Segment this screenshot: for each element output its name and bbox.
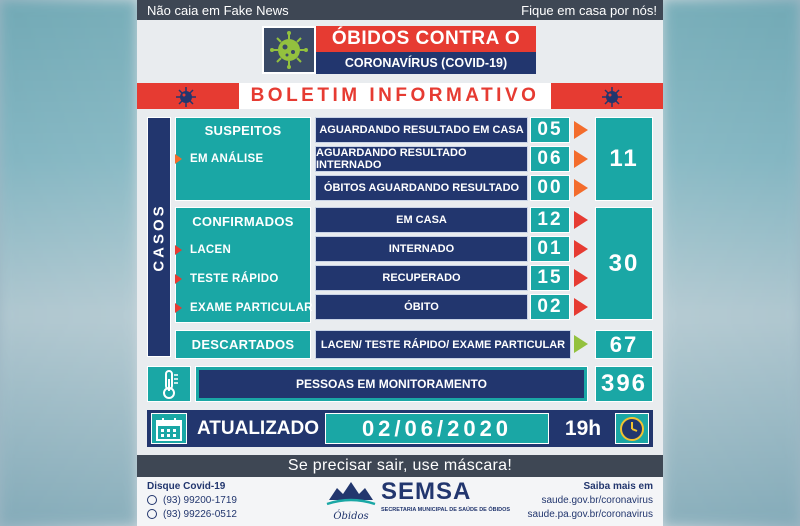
confirmados-row-4: ÓBITO xyxy=(315,294,528,320)
confirmados-value-2: 01 xyxy=(530,236,570,262)
orange-arrow-icon xyxy=(175,154,182,164)
descartados-header: DESCARTADOS xyxy=(175,330,311,359)
banner-title: BOLETIM INFORMATIVO xyxy=(239,83,551,109)
more-info-url-1[interactable]: saude.gov.br/coronavirus xyxy=(541,495,653,506)
more-info-title: Saiba mais em xyxy=(583,481,653,492)
confirmados-total: 30 xyxy=(595,207,653,320)
confirmados-header: CONFIRMADOS xyxy=(192,214,294,229)
update-date: 02/06/2020 xyxy=(325,413,549,444)
suspeitos-total: 11 xyxy=(595,117,653,201)
confirmados-row-3: RECUPERADO xyxy=(315,265,528,291)
orange-arrow-icon xyxy=(574,150,588,168)
top-bar xyxy=(137,0,663,20)
title-line2: CORONAVÍRUS (COVID-19) xyxy=(316,52,536,74)
calendar-icon xyxy=(151,413,187,444)
coronavirus-icon xyxy=(262,26,316,74)
background-blur-right xyxy=(663,0,800,526)
red-arrow-icon xyxy=(574,298,588,316)
red-arrow-icon xyxy=(175,303,182,313)
green-arrow-icon xyxy=(574,335,588,353)
virus-icon-left xyxy=(175,86,197,108)
confirmados-value-1: 12 xyxy=(530,207,570,233)
casos-side-label: CASOS xyxy=(147,117,171,357)
red-arrow-icon xyxy=(574,240,588,258)
confirmados-sub-lacen: LACEN xyxy=(175,244,231,256)
suspeitos-value-2: 06 xyxy=(530,146,570,172)
whatsapp-icon xyxy=(147,509,157,519)
background-blur-left xyxy=(0,0,137,526)
red-arrow-icon xyxy=(574,211,588,229)
mask-slogan: Se precisar sair, use máscara! xyxy=(137,455,663,477)
descartados-label: LACEN/ TESTE RÁPIDO/ EXAME PARTICULAR xyxy=(315,330,571,359)
stay-home-notice: Fique em casa por nós! xyxy=(521,2,657,18)
confirmados-value-4: 02 xyxy=(530,294,570,320)
fake-news-notice: Não caia em Fake News xyxy=(147,2,289,18)
title-line1: ÓBIDOS CONTRA O xyxy=(316,26,536,52)
bulletin-poster xyxy=(137,0,663,526)
more-info-url-2[interactable]: saude.pa.gov.br/coronavirus xyxy=(527,509,653,520)
clock-icon xyxy=(615,413,649,444)
obidos-logo-text: Óbidos xyxy=(333,511,369,522)
semsa-subtitle: SECRETARIA MUNICIPAL DE SAÚDE DE ÓBIDOS xyxy=(381,507,511,513)
suspeitos-header: SUSPEITOS xyxy=(204,123,282,138)
orange-arrow-icon xyxy=(574,121,588,139)
confirmados-value-3: 15 xyxy=(530,265,570,291)
red-arrow-icon xyxy=(175,245,182,255)
contact-phone-1: (93) 99200-1719 xyxy=(147,495,237,506)
suspeitos-row-1: AGUARDANDO RESULTADO EM CASA xyxy=(315,117,528,143)
suspeitos-value-1: 05 xyxy=(530,117,570,143)
monitoramento-total: 396 xyxy=(595,366,653,402)
obidos-logo xyxy=(325,478,377,522)
thermometer-icon xyxy=(147,366,191,402)
red-arrow-icon xyxy=(574,269,588,287)
suspeitos-sub: EM ANÁLISE xyxy=(175,153,264,165)
phone-icon xyxy=(147,495,157,505)
confirmados-row-2: INTERNADO xyxy=(315,236,528,262)
suspeitos-row-3: ÓBITOS AGUARDANDO RESULTADO xyxy=(315,175,528,201)
orange-arrow-icon xyxy=(574,179,588,197)
red-arrow-icon xyxy=(175,274,182,284)
contact-phone-2: (93) 99226-0512 xyxy=(147,509,237,520)
monitoramento-label: PESSOAS EM MONITORAMENTO xyxy=(199,370,584,398)
suspeitos-row-2: AGUARDANDO RESULTADO INTERNADO xyxy=(315,146,528,172)
atualizado-label: ATUALIZADO xyxy=(196,417,320,439)
update-time: 19h xyxy=(564,416,602,440)
semsa-logo-text: SEMSA xyxy=(381,478,472,505)
confirmados-row-1: EM CASA xyxy=(315,207,528,233)
confirmados-sub-exame: EXAME PARTICULAR xyxy=(175,302,313,314)
confirmados-sub-teste: TESTE RÁPIDO xyxy=(175,273,279,285)
descartados-total: 67 xyxy=(595,330,653,359)
virus-icon-right xyxy=(601,86,623,108)
suspeitos-value-3: 00 xyxy=(530,175,570,201)
contacts-title: Disque Covid-19 xyxy=(147,481,226,492)
